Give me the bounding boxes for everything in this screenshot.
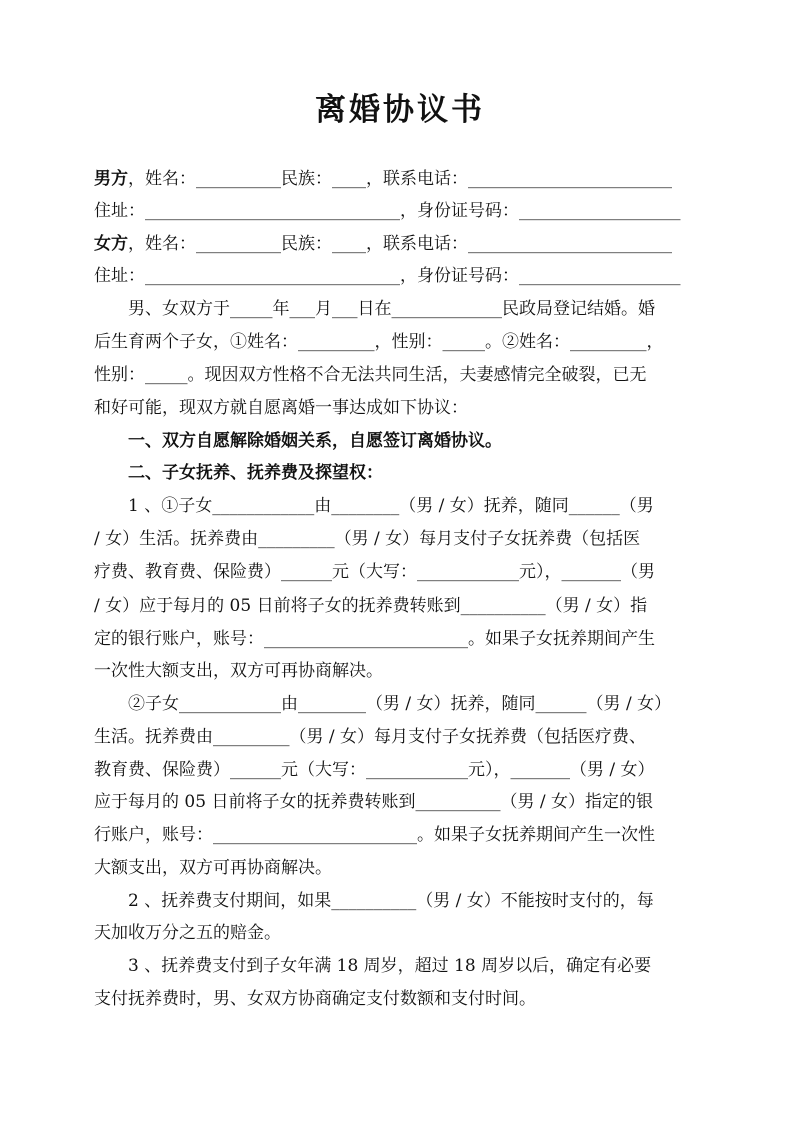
line-c1-line1	[94, 494, 714, 518]
line-text: 和好可能，现双方就自愿离婚一事达成如下协议：	[94, 398, 468, 418]
line-woman-line2	[94, 264, 714, 288]
line-intro-line4	[94, 396, 714, 420]
line-text: 天加收万分之五的赔金。	[94, 923, 281, 943]
line-text: 应于每月的 05 日前将子女的抚养费转账到__________（男 / 女）指定的银	[94, 792, 653, 812]
line-text: 后生育两个子女，①姓名：_________，性别：_____。②姓名：_________，	[94, 332, 664, 352]
line-c1-line4	[94, 594, 714, 618]
line-text: / 女）应于每月的 05 日前将子女的抚养费转账到__________（男 / 女）指	[94, 596, 648, 616]
line-intro-line1	[94, 297, 714, 321]
line-text: 行账户，账号：________________________。如果子女抚养期间产生一次性	[94, 825, 655, 845]
line-c2-line6	[94, 856, 714, 880]
line-woman-line1	[94, 232, 714, 256]
line-text: 1 、①子女____________由________（男 / 女）抚养，随同______（男	[94, 496, 654, 516]
line-text: 住址：______________________________，身份证号码：___________________	[94, 201, 681, 221]
line-text: 2 、抚养费支付期间，如果__________（男 / 女）不能按时支付的，每	[94, 891, 654, 911]
line-p3-line1	[94, 954, 714, 978]
line-p2-line2	[94, 921, 714, 945]
line-c2-line1	[94, 692, 714, 716]
line-text: 住址：______________________________，身份证号码：___________________	[94, 266, 681, 286]
line-c1-line5	[94, 627, 714, 651]
line-intro-line2	[94, 330, 714, 354]
line-text: 大额支出，双方可再协商解决。	[94, 858, 332, 878]
line-text: ，姓名：__________民族：____，联系电话：________________________	[128, 234, 672, 254]
line-text: 生活。抚养费由_________（男 / 女）每月支付子女抚养费（包括医疗费、	[94, 727, 647, 747]
line-c1-line3	[94, 560, 714, 584]
line-intro-line3	[94, 363, 714, 387]
line-text: 3 、抚养费支付到子女年满 18 周岁，超过 18 周岁以后，确定有必要	[94, 956, 652, 976]
line-text: ②子女____________由________（男 / 女）抚养，随同______（男 / 女）	[94, 694, 672, 714]
line-man-line1	[94, 167, 714, 191]
bold-label: 一、双方自愿解除婚姻关系，自愿签订离婚协议。	[94, 431, 502, 451]
line-clause2	[94, 461, 714, 485]
bold-label: 二、子女抚养、抚养费及探望权：	[94, 463, 383, 483]
line-c2-line4	[94, 790, 714, 814]
line-c2-line2	[94, 725, 714, 749]
line-clause1	[94, 429, 714, 453]
line-text: 教育费、保险费）______元（大写：____________元），_______（男 / 女）	[94, 760, 655, 780]
line-c1-line2	[94, 527, 714, 551]
line-text: 支付抚养费时，男、女双方协商确定支付数额和支付时间。	[94, 989, 536, 1009]
line-c2-line5	[94, 823, 714, 847]
bold-label: 女方	[94, 234, 128, 254]
line-text: 定的银行账户，账号：________________________。如果子女抚养期间产生	[94, 629, 655, 649]
line-text: 性别：_____。现因双方性格不合无法共同生活，夫妻感情完全破裂，已无	[94, 365, 647, 385]
line-c1-line6	[94, 659, 714, 683]
line-text: 男、女双方于_____年___月___日在_____________民政局登记结婚。婚	[94, 299, 655, 319]
line-text: 一次性大额支出，双方可再协商解决。	[94, 661, 383, 681]
line-c2-line3	[94, 758, 714, 782]
line-man-line2	[94, 199, 714, 223]
line-text: / 女）生活。抚养费由_________（男 / 女）每月支付子女抚养费（包括医	[94, 529, 641, 549]
line-p3-line2	[94, 987, 714, 1011]
document-title: 离婚协议书	[315, 92, 485, 128]
line-p2-line1	[94, 889, 714, 913]
bold-label: 男方	[94, 169, 128, 189]
line-text: ，姓名：__________民族：____，联系电话：________________________	[128, 169, 672, 189]
line-text: 疗费、教育费、保险费）______元（大写：____________元），_______（男	[94, 562, 655, 582]
